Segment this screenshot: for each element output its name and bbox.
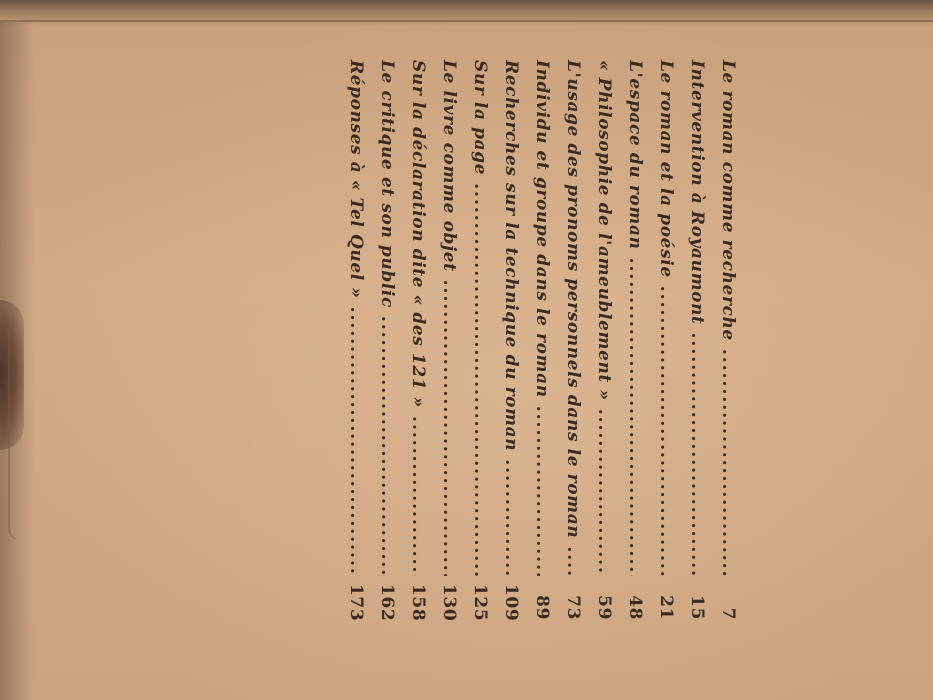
toc-entry-page: 109 bbox=[501, 584, 521, 622]
toc-entry-title: Recherches sur la technique du roman bbox=[501, 60, 521, 452]
toc-entry bbox=[495, 60, 521, 620]
toc-dot-leader bbox=[532, 406, 552, 576]
toc-entry-title: L'usage des pronoms personnels dans le roman bbox=[563, 60, 583, 539]
toc-entry-title: L'espace du roman bbox=[625, 60, 645, 250]
toc-entry-page: 15 bbox=[687, 595, 707, 620]
toc-entry bbox=[464, 60, 490, 620]
toc-entry-page: 7 bbox=[718, 607, 738, 620]
toc-dot-leader bbox=[687, 333, 707, 576]
toc-entry-page: 89 bbox=[532, 595, 552, 620]
toc-entry-page: 173 bbox=[346, 584, 366, 622]
table-of-contents bbox=[330, 60, 738, 620]
toc-entry-title: Individu et groupe dans le roman bbox=[532, 60, 552, 398]
toc-entry bbox=[371, 60, 397, 620]
toc-entry bbox=[681, 60, 707, 620]
toc-entry bbox=[557, 60, 583, 620]
toc-dot-leader bbox=[470, 183, 490, 576]
toc-entry-title: « Philosophie de l'ameublement » bbox=[594, 60, 614, 401]
toc-entry-page: 21 bbox=[656, 595, 676, 620]
toc-entry bbox=[340, 60, 366, 620]
toc-entry bbox=[619, 60, 645, 620]
toc-dot-leader bbox=[377, 316, 397, 576]
toc-entry bbox=[712, 60, 738, 620]
toc-dot-leader bbox=[501, 459, 521, 576]
toc-entry-page: 125 bbox=[470, 584, 490, 622]
toc-entry-page: 73 bbox=[563, 595, 583, 620]
toc-entry-title: Sur la page bbox=[470, 60, 490, 176]
toc-entry-title: Le critique et son public bbox=[377, 60, 397, 308]
toc-entry-title: Réponses à « Tel Quel » bbox=[346, 60, 366, 299]
toc-dot-leader bbox=[439, 280, 459, 576]
toc-entry bbox=[650, 60, 676, 620]
toc-dot-leader bbox=[625, 258, 645, 576]
toc-dot-leader bbox=[346, 307, 366, 576]
toc-entry-page: 130 bbox=[439, 584, 459, 622]
toc-entry-title: Le roman comme recherche bbox=[718, 60, 738, 341]
toc-entry-title: Le livre comme objet bbox=[439, 60, 459, 272]
toc-entry bbox=[433, 60, 459, 620]
toc-dot-leader bbox=[408, 416, 428, 576]
page-fold-edge bbox=[0, 20, 933, 22]
toc-dot-leader bbox=[563, 546, 583, 576]
toc-dot-leader bbox=[718, 349, 738, 576]
toc-dot-leader bbox=[594, 409, 614, 576]
toc-entry-title: Le roman et la poésie bbox=[656, 60, 676, 278]
toc-entry-title: Sur la déclaration dite « des 121 » bbox=[408, 60, 428, 409]
toc-entry-page: 158 bbox=[408, 584, 428, 622]
toc-dot-leader bbox=[656, 286, 676, 576]
toc-entry-page: 59 bbox=[594, 595, 614, 620]
toc-entry bbox=[588, 60, 614, 620]
thumb-tab-edge bbox=[8, 320, 20, 540]
toc-entry-title: Intervention à Royaumont bbox=[687, 60, 707, 325]
toc-entry bbox=[402, 60, 428, 620]
toc-entry bbox=[526, 60, 552, 620]
toc-entry-page: 48 bbox=[625, 595, 645, 620]
facing-page-shadow bbox=[0, 0, 933, 26]
toc-entry-page: 162 bbox=[377, 584, 397, 622]
